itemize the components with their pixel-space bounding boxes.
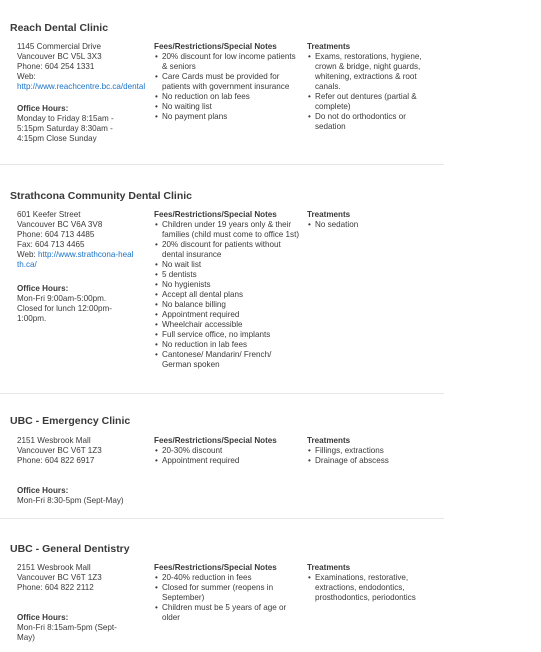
fees-header: Fees/Restrictions/Special Notes xyxy=(154,436,277,445)
hours-line: May) xyxy=(17,633,35,642)
website-link[interactable]: http://www.reachcentre.bc.ca/dental xyxy=(17,82,146,91)
treatments-list xyxy=(307,446,437,466)
fee-item: • No reduction on lab fees xyxy=(154,92,300,102)
treatments-header: Treatments xyxy=(307,563,351,572)
treatments-header: Treatments xyxy=(307,210,351,219)
web-label: Web: xyxy=(17,72,36,81)
hours-line: Mon-Fri 8:30-5pm (Sept-May) xyxy=(17,496,124,505)
address-line: 1145 Commercial Drive xyxy=(17,42,101,51)
contact-column xyxy=(17,42,153,144)
fees-list xyxy=(154,573,300,623)
fees-list xyxy=(154,220,300,370)
fee-item: • No reduction in lab fees xyxy=(154,340,300,350)
treatments-list xyxy=(307,573,437,603)
clinic-title: UBC - Emergency Clinic xyxy=(10,415,131,427)
phone-line: Phone: 604 822 6917 xyxy=(17,456,95,465)
fee-item: • Cantonese/ Mandarin/ French/ German spoken xyxy=(154,350,300,370)
treatment-item: • Examinations, restorative, extractions, endodontics, prosthodontics, periodontics xyxy=(307,573,437,603)
hours-line: Monday to Friday 8:15am - xyxy=(17,114,114,123)
fees-column xyxy=(154,42,300,122)
hours-line: Closed for lunch 12:00pm- xyxy=(17,304,112,313)
city-line: Vancouver BC V6T 1Z3 xyxy=(17,573,102,582)
city-line: Vancouver BC V5L 3X3 xyxy=(17,52,102,61)
gap xyxy=(17,92,153,104)
contact-column xyxy=(17,563,153,643)
hours-line: Mon-Fri 9:00am-5:00pm. xyxy=(17,294,107,303)
fee-item: • Children must be 5 years of age or older xyxy=(154,603,300,623)
treatments-header: Treatments xyxy=(307,436,351,445)
clinic-title: Reach Dental Clinic xyxy=(10,22,109,34)
fee-item: • Appointment required xyxy=(154,456,300,466)
city-line: Vancouver BC V6T 1Z3 xyxy=(17,446,102,455)
fee-item: • 20-40% reduction in fees xyxy=(154,573,300,583)
fees-column xyxy=(154,563,300,623)
section-divider xyxy=(0,518,444,519)
treatment-item: • Drainage of abscess xyxy=(307,456,437,466)
treatment-item: • Exams, restorations, hygiene, crown & bridge, night guards, whitening, extractions & root canals. xyxy=(307,52,437,92)
treatments-column xyxy=(307,436,437,466)
office-hours-label: Office Hours: xyxy=(17,486,69,495)
website-link[interactable]: http://www.strathcona-health.ca/ xyxy=(17,250,134,269)
fee-item: • No hygienists xyxy=(154,280,300,290)
treatments-list xyxy=(307,52,437,132)
hours-line: 5:15pm Saturday 8:30am - xyxy=(17,124,113,133)
treatments-column xyxy=(307,563,437,603)
fees-list xyxy=(154,52,300,122)
fees-header: Fees/Restrictions/Special Notes xyxy=(154,42,277,51)
treatment-item: • Refer out dentures (partial & complete) xyxy=(307,92,437,112)
treatments-column xyxy=(307,210,437,230)
fee-item: • 20% discount for patients without dental insurance xyxy=(154,240,300,260)
fee-item: • Appointment required xyxy=(154,310,300,320)
fee-item: • 5 dentists xyxy=(154,270,300,280)
hours-line: 4:15pm Close Sunday xyxy=(17,134,97,143)
treatments-column xyxy=(307,42,437,132)
treatments-list xyxy=(307,220,437,230)
fee-item: • No waiting list xyxy=(154,102,300,112)
fee-item: • Closed for summer (reopens in September) xyxy=(154,583,300,603)
contact-column xyxy=(17,436,153,506)
fee-item: • Care Cards must be provided for patients with government insurance xyxy=(154,72,300,92)
fees-header: Fees/Restrictions/Special Notes xyxy=(154,210,277,219)
hours-line: Mon-Fri 8:15am-5pm (Sept- xyxy=(17,623,117,632)
phone-line: Phone: 604 822 2112 xyxy=(17,583,94,592)
address-line: 601 Keefer Street xyxy=(17,210,81,219)
hours-line: 1:00pm. xyxy=(17,314,47,323)
treatment-item: • No sedation xyxy=(307,220,437,230)
phone-line: Phone: 604 713 4485 xyxy=(17,230,95,239)
office-hours-label: Office Hours: xyxy=(17,613,69,622)
fee-item: • Accept all dental plans xyxy=(154,290,300,300)
treatments-header: Treatments xyxy=(307,42,351,51)
gap xyxy=(17,466,153,486)
contact-column xyxy=(17,210,153,324)
fee-item: • No payment plans xyxy=(154,112,300,122)
fee-item: • Children under 19 years only & their families (child must come to office 1st) xyxy=(154,220,300,240)
treatment-item: • Do not do orthodontics or sedation xyxy=(307,112,437,132)
fee-item: • 20-30% discount xyxy=(154,446,300,456)
address-line: 2151 Wesbrook Mall xyxy=(17,563,91,572)
section-divider xyxy=(0,393,444,394)
section-divider xyxy=(0,164,444,165)
office-hours-label: Office Hours: xyxy=(17,284,69,293)
fee-item: • Wheelchair accessible xyxy=(154,320,300,330)
city-line: Vancouver BC V6A 3V8 xyxy=(17,220,103,229)
clinic-title: Strathcona Community Dental Clinic xyxy=(10,190,193,202)
gap xyxy=(17,593,153,613)
office-hours-label: Office Hours: xyxy=(17,104,69,113)
phone-line: Phone: 604 254 1331 xyxy=(17,62,95,71)
fee-item: • 20% discount for low income patients & seniors xyxy=(154,52,300,72)
clinic-title: UBC - General Dentistry xyxy=(10,543,130,555)
treatment-item: • Fillings, extractions xyxy=(307,446,437,456)
fees-list xyxy=(154,446,300,466)
gap xyxy=(17,270,153,284)
fees-column xyxy=(154,436,300,466)
fee-item: • No wait list xyxy=(154,260,300,270)
web-line xyxy=(17,250,135,270)
fee-item: • Full service office, no implants xyxy=(154,330,300,340)
fees-column xyxy=(154,210,300,370)
address-line: 2151 Wesbrook Mall xyxy=(17,436,91,445)
fax-line: Fax: 604 713 4465 xyxy=(17,240,85,249)
fee-item: • No balance billing xyxy=(154,300,300,310)
web-label: Web: xyxy=(17,250,38,259)
fees-header: Fees/Restrictions/Special Notes xyxy=(154,563,277,572)
